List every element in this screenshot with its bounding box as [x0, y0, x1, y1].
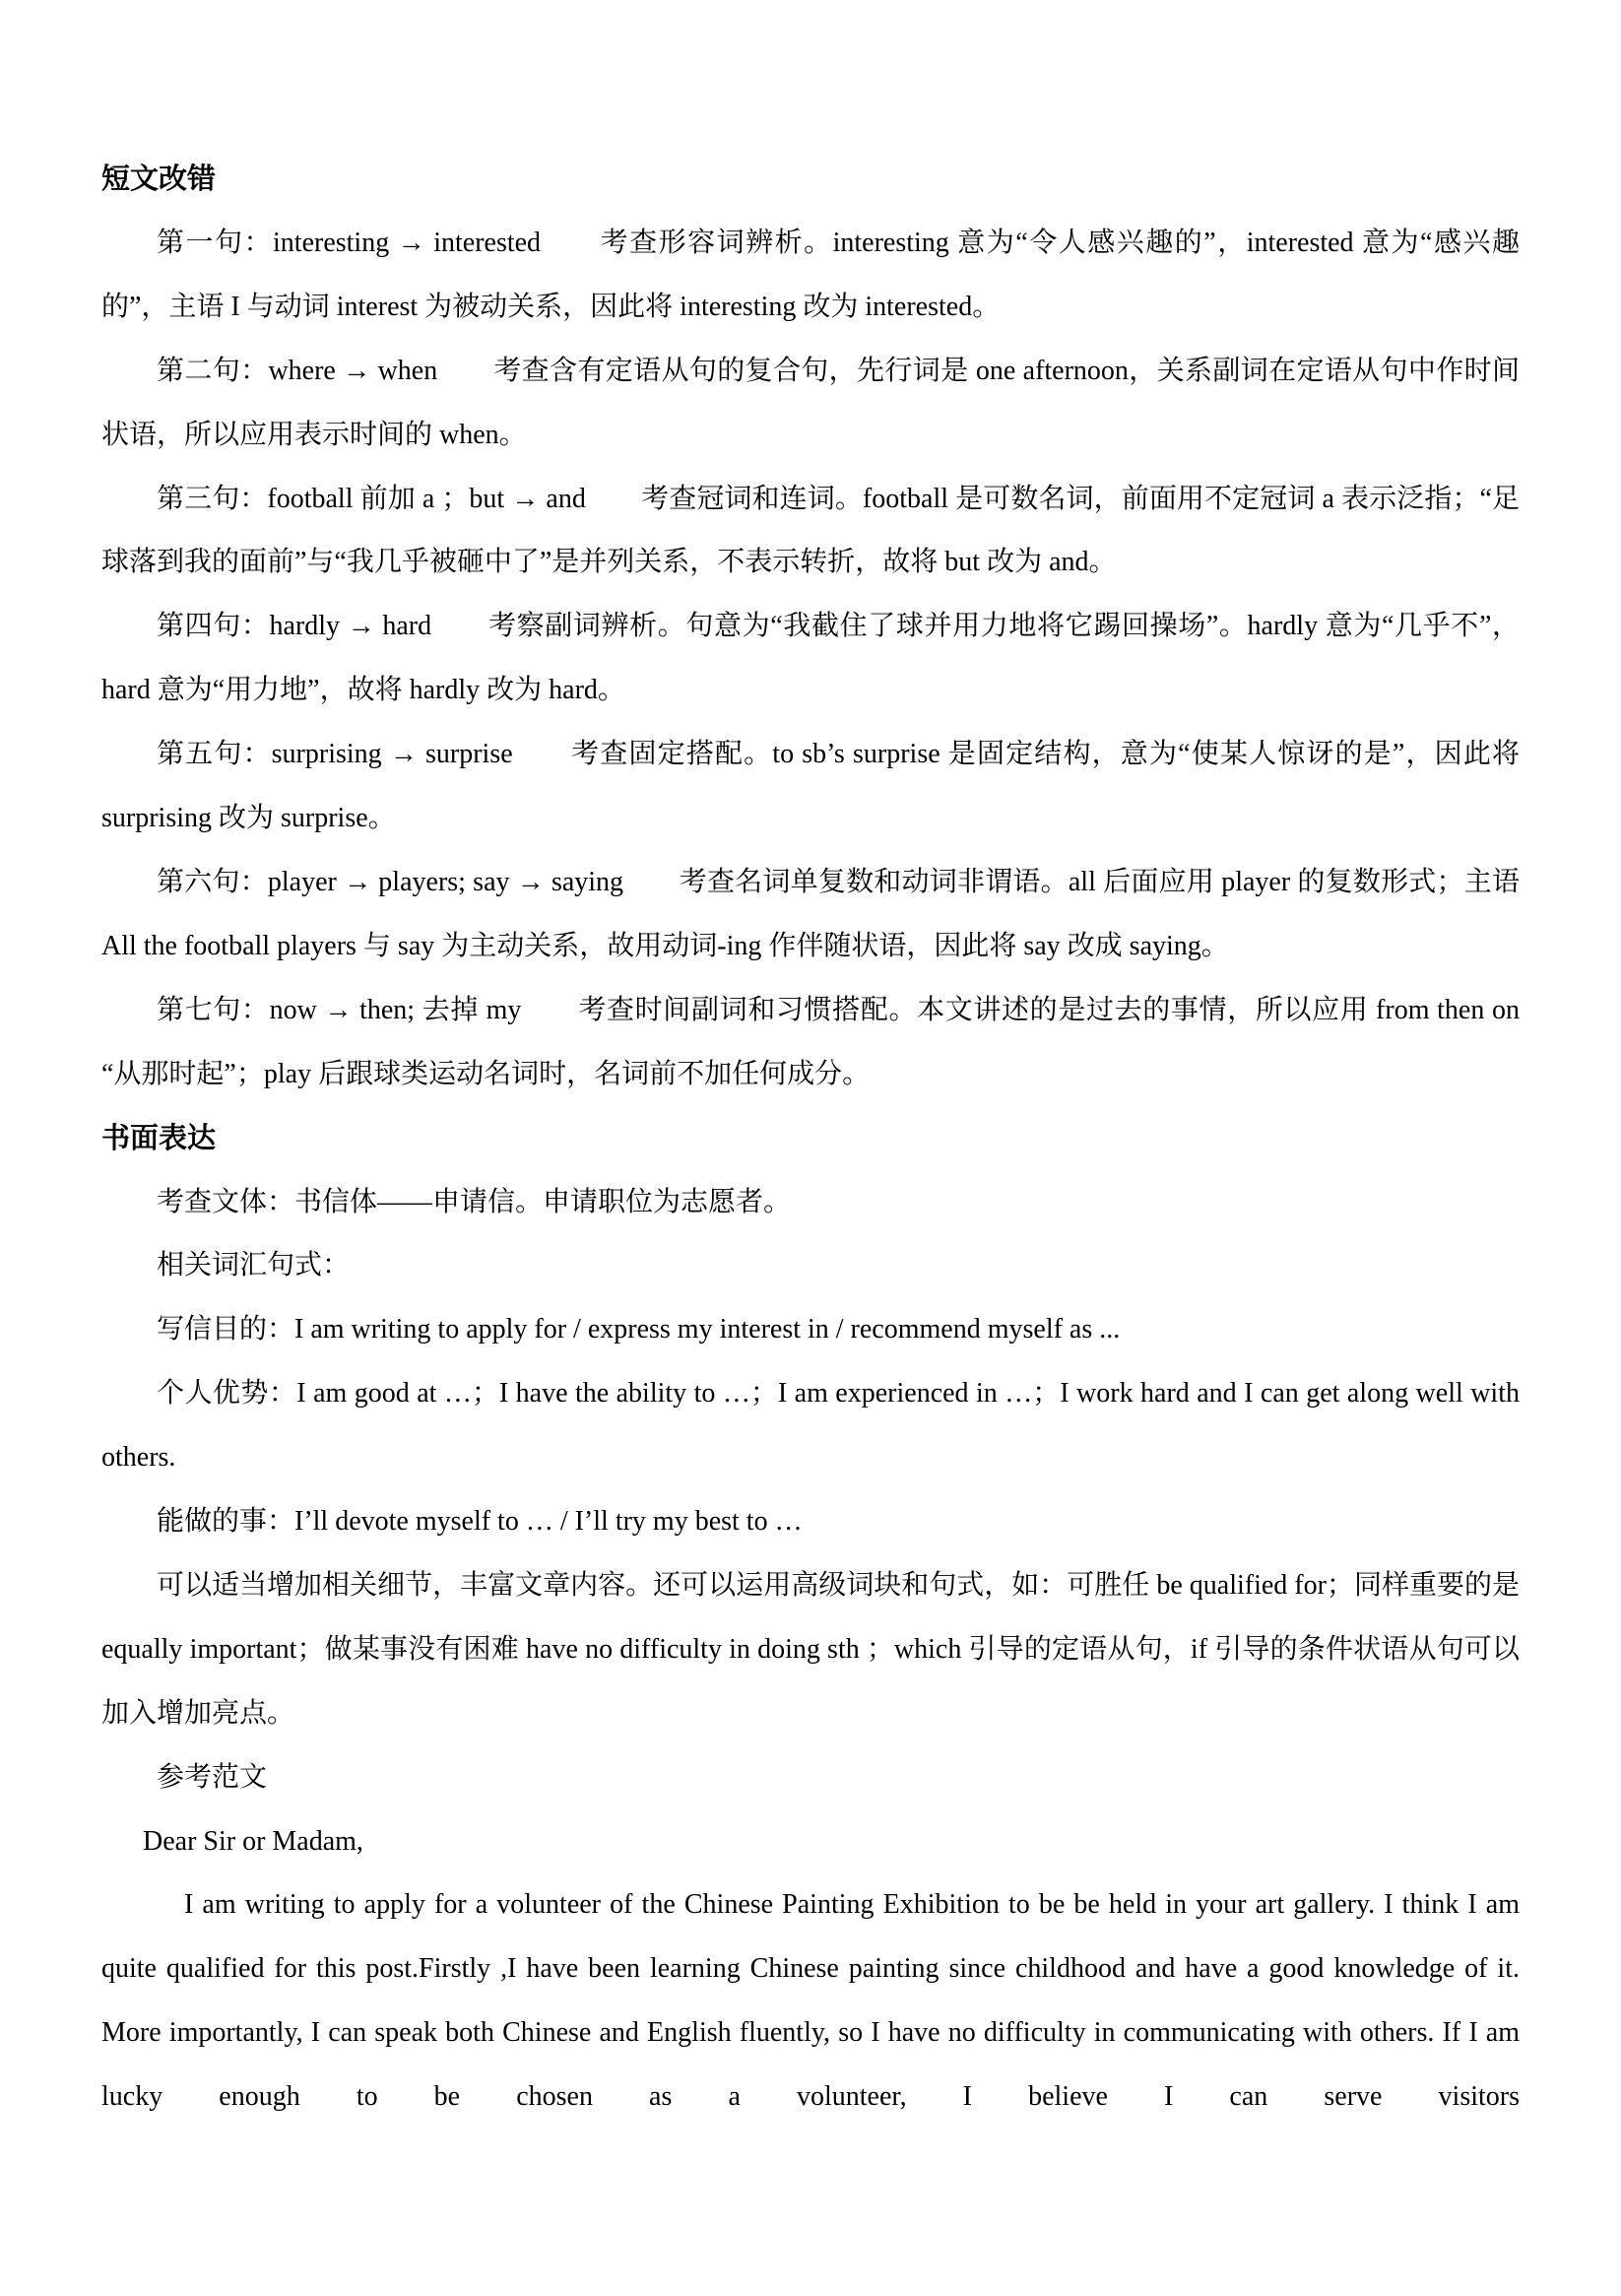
- correction-sentence-6-explanation: 第六句：player → players; say → saying 考查名词单复数和动词非谓语。all 后面应用 player 的复数形式；主语 All the football players 与 say 为主动关系，故用动词-ing 作伴随状语，因此将 say 改成 saying。: [101, 866, 1520, 961]
- writing-genre-note: 考查文体：书信体——申请信。申请职位为志愿者。: [157, 1186, 792, 1217]
- reference-essay-label: 参考范文: [157, 1761, 268, 1793]
- correction-sentence-4-explanation: 第四句：hardly → hard 考察副词辨析。句意为“我截住了球并用力地将它踢回操场”。hardly 意为“几乎不”，hard 意为“用力地”，故将 hardly 改为 hard。: [101, 611, 1520, 706]
- section-heading-error-correction: 短文改错: [101, 164, 217, 195]
- writing-ability-phrases: 能做的事：I’ll devote myself to … / I’ll try my best to …: [157, 1506, 803, 1538]
- writing-purpose-phrases: 写信目的：I am writing to apply for / express my interest in / recommend myself as ...: [157, 1314, 1121, 1345]
- writing-vocab-label: 相关词汇句式：: [157, 1250, 351, 1281]
- correction-sentence-2-explanation: 第二句：where → when 考查含有定语从句的复合句，先行词是 one afternoon，关系副词在定语从句中作时间状语，所以应用表示时间的 when。: [101, 355, 1520, 450]
- correction-sentence-7-explanation: 第七句：now → then; 去掉 my 考查时间副词和习惯搭配。本文讲述的是过去的事情，所以应用 from then on “从那时起”；play 后跟球类运动名词时，名词前不加任何成分。: [101, 994, 1520, 1089]
- writing-strength-phrases: 个人优势：I am good at …；I have the ability to …；I am experienced in …；I work hard and I can get along well with others.: [101, 1378, 1520, 1474]
- letter-body: I am writing to apply for a volunteer of the Chinese Painting Exhibition to be be held in your art gallery. I think I am quite qualified for this post.Firstly ,I have been learning Chinese painting since childhood and have a good knowledge of it. More importantly, I can speak both Chinese and English fluently, so I have no difficulty in communicating with others. If I am lucky enough to be chosen as a volunteer, I believe I can serve visitors: [101, 1889, 1520, 2113]
- correction-sentence-1-explanation: 第一句：interesting → interested 考查形容词辨析。interesting 意为“令人感兴趣的”，interested 意为“感兴趣的”，主语 I 与动词 interest 为被动关系，因此将 interesting 改为 interested。: [101, 227, 1520, 322]
- correction-sentence-3-explanation: 第三句：football 前加 a ；but → and 考查冠词和连词。football 是可数名词，前面用不定冠词 a 表示泛指；“足球落到我的面前”与“我几乎被砸中了”是并列关系，不表示转折，故将 but 改为 and。: [101, 483, 1520, 578]
- letter-salutation: Dear Sir or Madam,: [143, 1825, 363, 1857]
- section-heading-written-expression: 书面表达: [101, 1122, 217, 1154]
- correction-sentence-5-explanation: 第五句：surprising → surprise 考查固定搭配。to sb’s surprise 是固定结构，意为“使某人惊讶的是”，因此将 surprising 改为 surprise。: [101, 739, 1520, 834]
- writing-enhancement-note: 可以适当增加相关细节，丰富文章内容。还可以运用高级词块和句式，如：可胜任 be qualified for；同样重要的是 equally important；做某事没有困难 have no difficulty in doing sth ；which 引导的定语从句，if 引导的条件状语从句可以加入增加亮点。: [101, 1569, 1520, 1729]
